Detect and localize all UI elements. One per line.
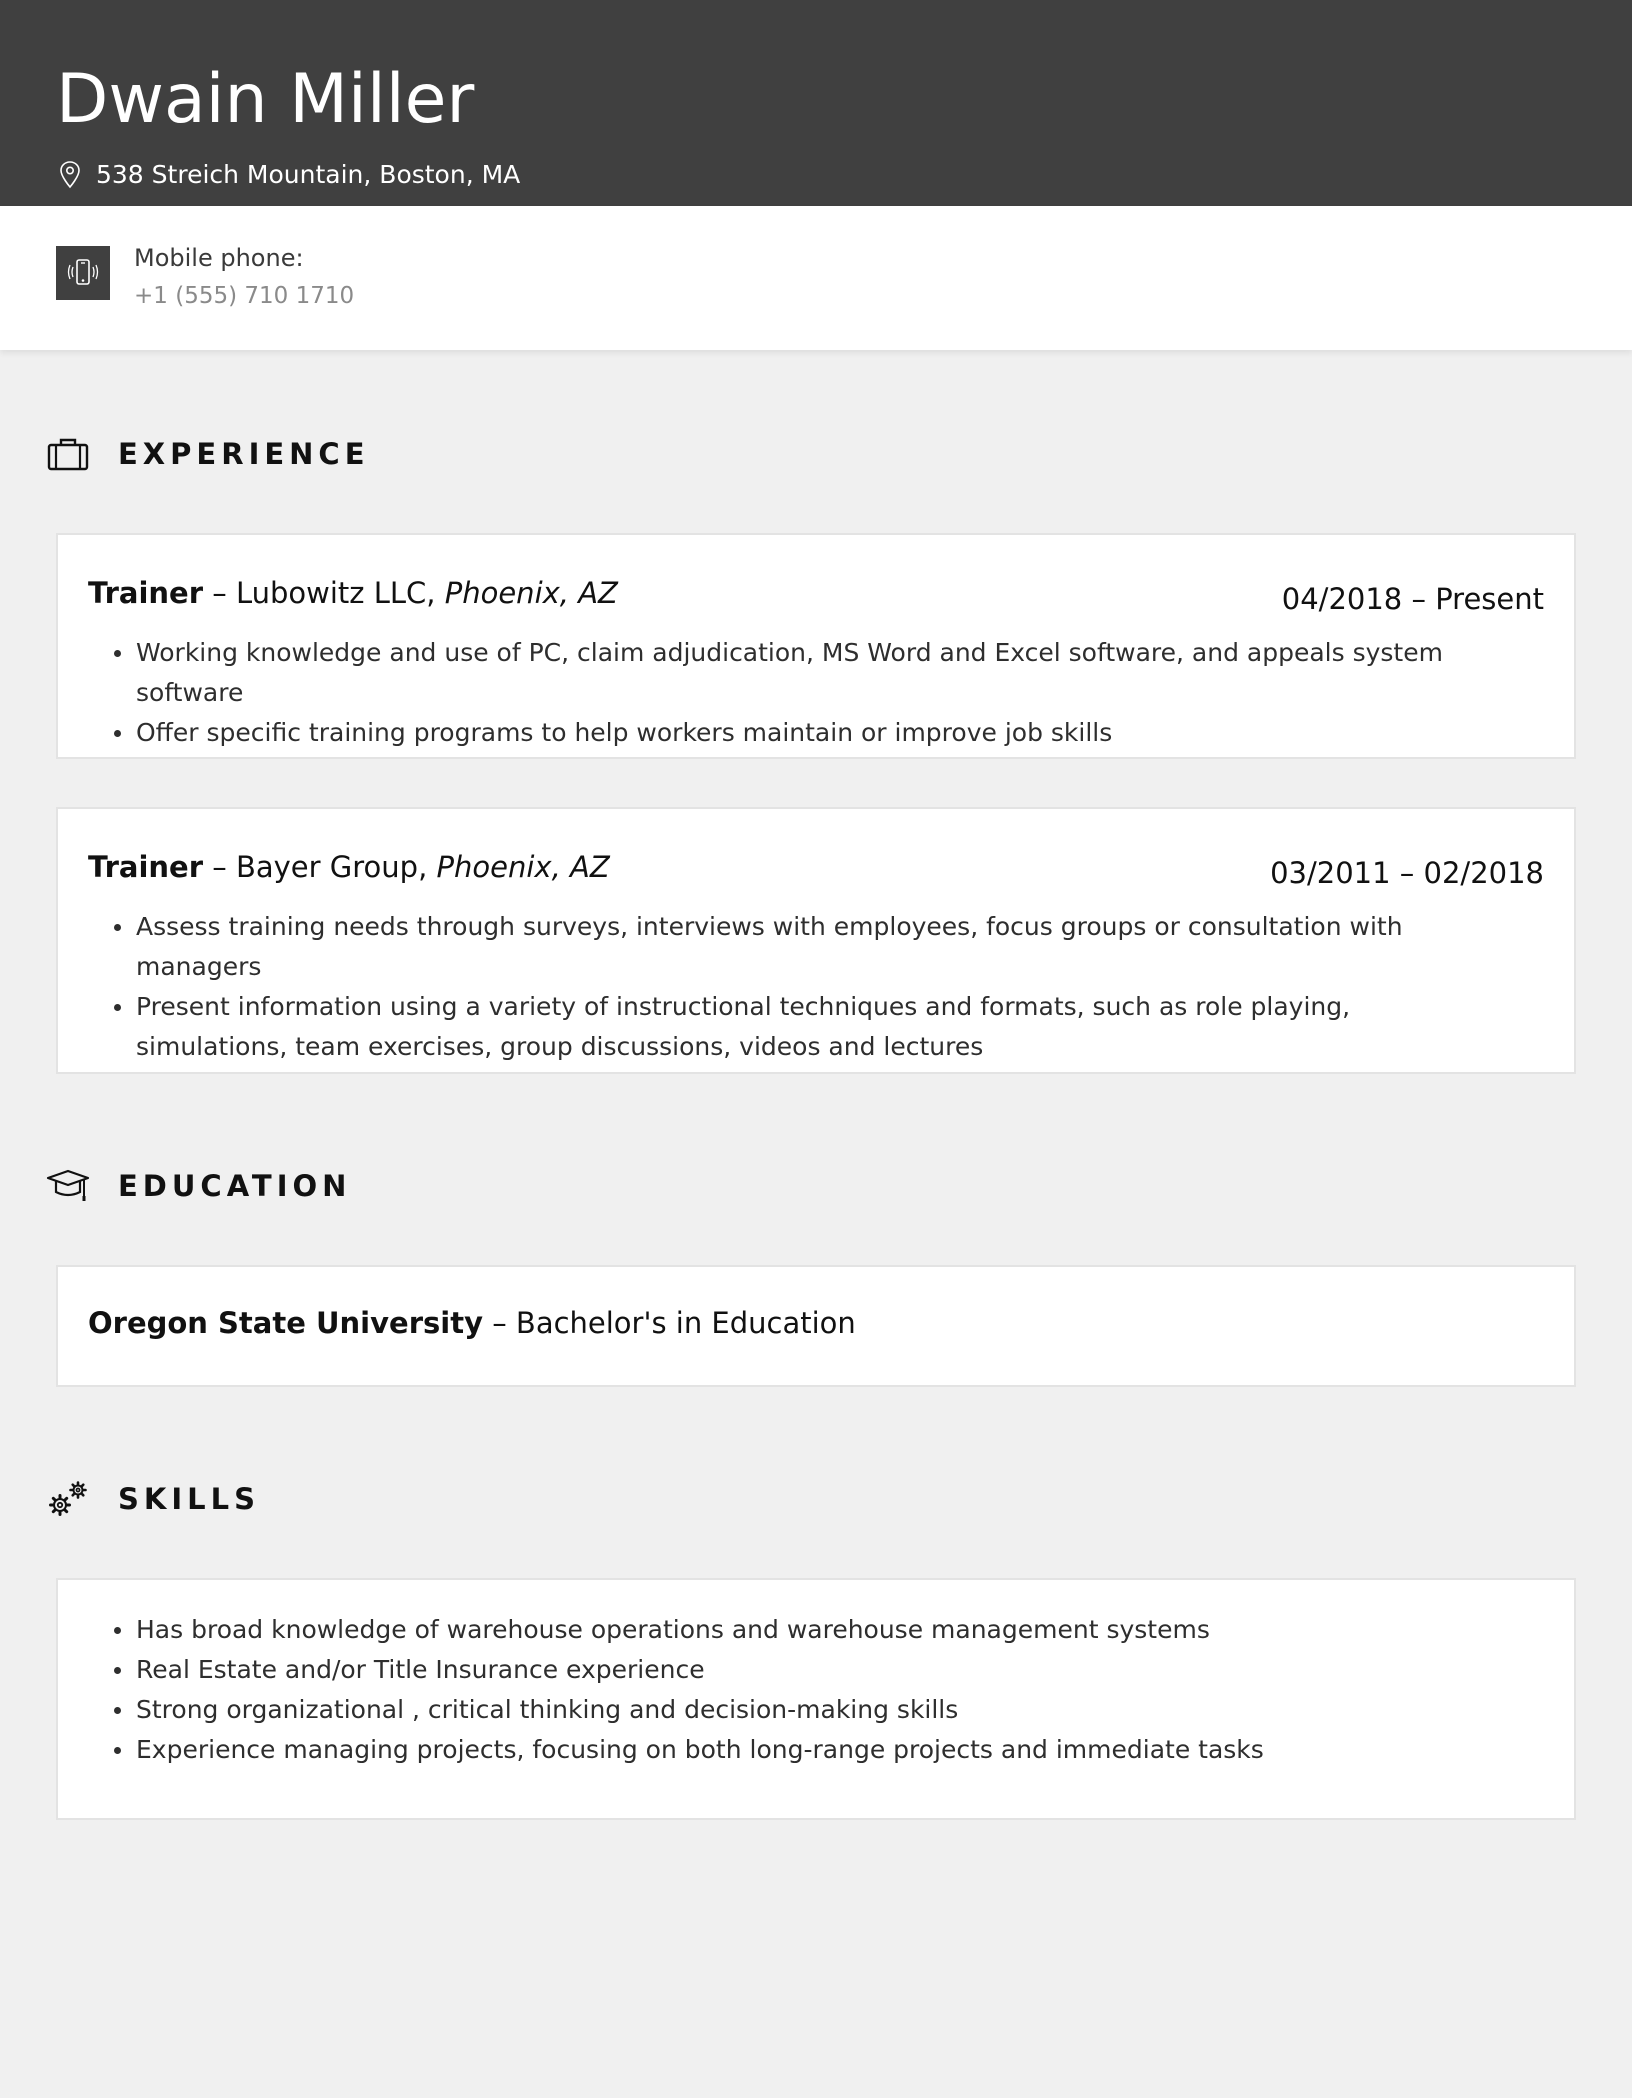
- company-name: Bayer Group: [235, 850, 419, 884]
- skills-list: [136, 1610, 1474, 1770]
- education-line: [88, 1305, 856, 1341]
- list-item: Offer specific training programs to help workers maintain or improve job skills: [136, 713, 1474, 753]
- job-title: Trainer: [88, 850, 204, 884]
- list-item: Has broad knowledge of warehouse operations and warehouse management systems: [136, 1610, 1474, 1650]
- job-dates: 04/2018 – Present: [1281, 582, 1544, 616]
- phone-label: Mobile phone:: [134, 244, 304, 272]
- briefcase-icon: [46, 434, 90, 474]
- job-separator: –: [203, 576, 236, 610]
- candidate-name: Dwain Miller: [56, 60, 475, 139]
- contact-bar: [0, 206, 1632, 350]
- company-name: Lubowitz LLC: [235, 576, 427, 610]
- job-location: Phoenix, AZ: [444, 576, 618, 610]
- education-separator: –: [482, 1306, 516, 1340]
- job-heading: Trainer – Bayer Group, Phoenix, AZ: [88, 850, 610, 884]
- list-item: Experience managing projects, focusing on both long-range projects and immediate tasks: [136, 1730, 1474, 1770]
- experience-item: [56, 533, 1576, 759]
- job-separator: –: [203, 850, 236, 884]
- gears-icon: [46, 1479, 90, 1519]
- education-item: [56, 1265, 1576, 1387]
- experience-heading: [46, 434, 370, 474]
- resume-header: [0, 0, 1632, 206]
- graduation-cap-icon: [46, 1166, 90, 1206]
- section-title: SKILLS: [118, 1482, 260, 1516]
- mobile-phone-icon: [56, 246, 110, 300]
- section-title: EDUCATION: [118, 1169, 352, 1203]
- skills-card: [56, 1578, 1576, 1820]
- list-item: Present information using a variety of instructional techniques and formats, such as role playing, simulations, team exercises, group discussions, videos and lectures: [136, 987, 1474, 1067]
- list-item: Working knowledge and use of PC, claim adjudication, MS Word and Excel software, and appeals system software: [136, 633, 1474, 713]
- address-row: [58, 158, 520, 192]
- job-dates: 03/2011 – 02/2018: [1270, 856, 1544, 890]
- job-bullets: [136, 907, 1474, 1067]
- section-title: EXPERIENCE: [118, 437, 370, 471]
- job-bullets: [136, 633, 1474, 753]
- job-title: Trainer: [88, 576, 204, 610]
- phone-number[interactable]: +1 (555) 710 1710: [134, 283, 355, 309]
- experience-item: [56, 807, 1576, 1074]
- job-location: Phoenix, AZ: [436, 850, 610, 884]
- education-heading: [46, 1166, 351, 1206]
- map-pin-icon: [58, 160, 82, 190]
- degree-name: Bachelor's in Education: [515, 1306, 856, 1340]
- school-name: Oregon State University: [88, 1306, 483, 1340]
- job-heading: Trainer – Lubowitz LLC, Phoenix, AZ: [88, 576, 618, 610]
- skills-heading: [46, 1479, 260, 1519]
- list-item: Strong organizational , critical thinking and decision-making skills: [136, 1690, 1474, 1730]
- list-item: Real Estate and/or Title Insurance experience: [136, 1650, 1474, 1690]
- address-text: 538 Streich Mountain, Boston, MA: [96, 160, 521, 189]
- list-item: Assess training needs through surveys, interviews with employees, focus groups or consultation with managers: [136, 907, 1474, 987]
